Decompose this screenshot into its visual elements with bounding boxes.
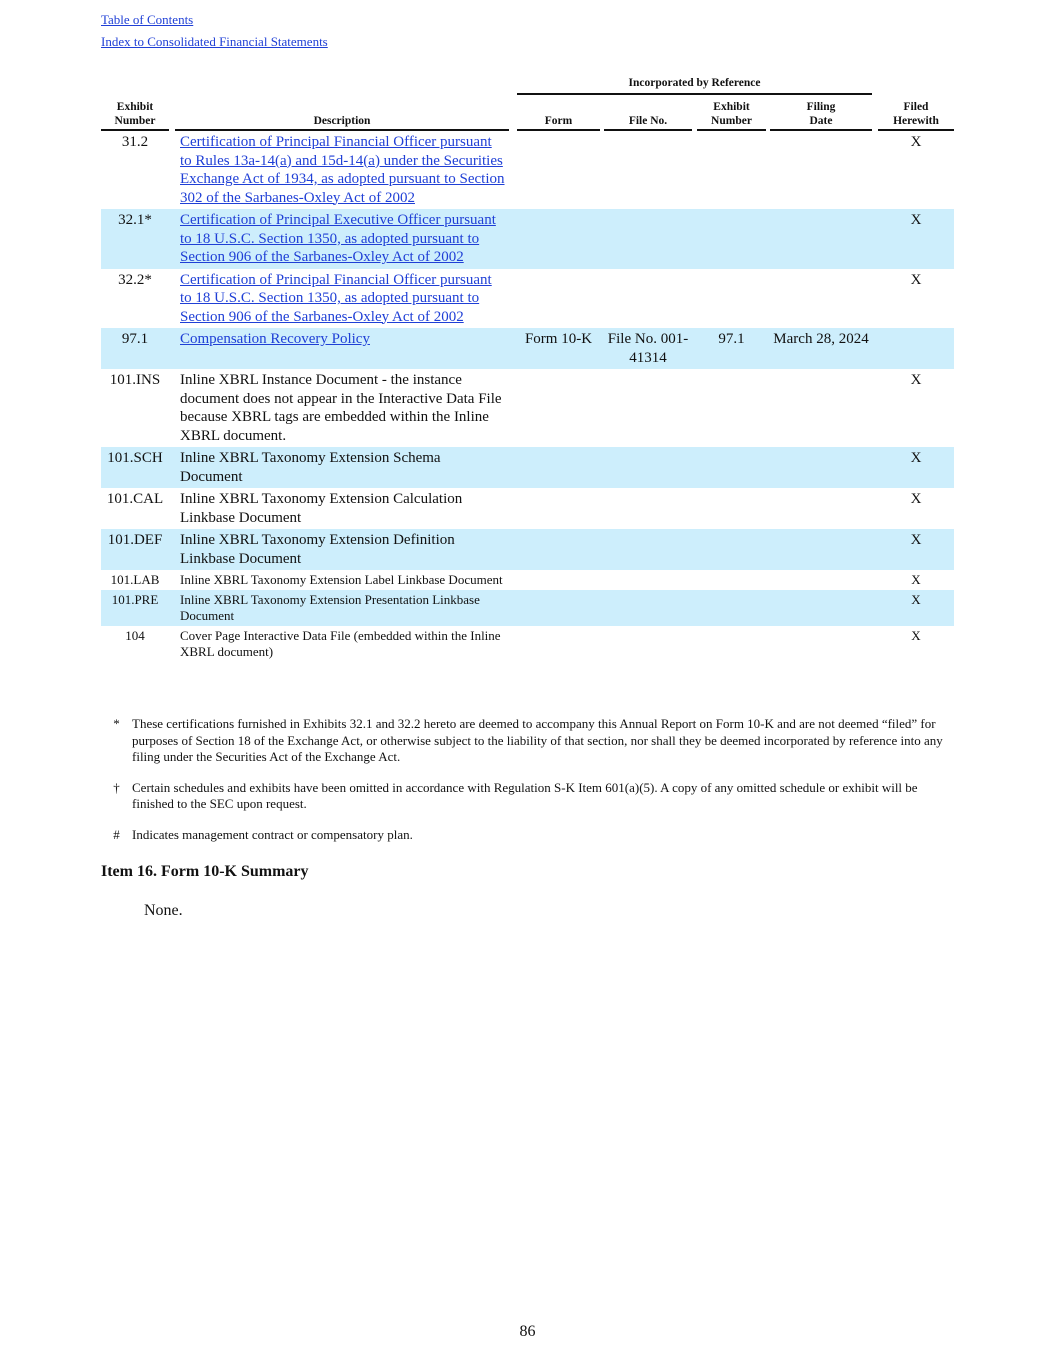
form-cell: Form 10-K [517,328,600,369]
exhibit-ref-cell [697,269,766,329]
index-financial-statements-link[interactable]: Index to Consolidated Financial Statements [101,34,328,49]
form-cell [517,269,600,329]
footnote [101,827,954,844]
exhibit-number: 101.SCH [101,447,169,488]
exhibit-description: Cover Page Interactive Data File (embedded within the Inline XBRL document) [180,628,501,659]
filing-date-cell [770,131,872,209]
file-no-cell [604,626,692,662]
exhibit-number: 104 [125,628,145,643]
form-cell [517,529,600,570]
filed-herewith-cell: X [910,134,922,150]
exhibit-table [101,76,954,662]
table-row [101,369,954,447]
table-row [101,209,954,269]
col-filing-date-line1: Filing [806,101,836,113]
group-header-row [101,76,954,95]
col-file-no: File No. [604,95,692,131]
exhibit-ref-cell [697,626,766,662]
filing-date-cell [770,529,872,570]
col-filed-herewith-line1: Filed [903,101,929,113]
filing-date-cell [770,488,872,529]
filing-date-cell [770,269,872,329]
form-cell [517,209,600,269]
exhibit-ref-cell [697,131,766,209]
exhibit-link[interactable]: Certification of Principal Financial Officer pursuant to 18 U.S.C. Section 1350, as adopted pursuant to Section 906 of the Sarbanes-Oxley Act of 2002 [180,271,492,325]
form-cell [517,369,600,447]
filing-date-cell [770,209,872,269]
top-links [101,9,328,53]
filing-date-cell [770,570,872,590]
exhibit-number: 101.PRE [101,590,169,626]
exhibit-ref-cell [697,570,766,590]
footnote-text: Indicates management contract or compensatory plan. [132,826,413,842]
page-number: 86 [519,1323,536,1340]
filed-herewith-cell: X [910,491,922,507]
item16-heading: Item 16. Form 10-K Summary [101,863,309,880]
footnotes [101,716,954,857]
exhibit-ref-cell [697,209,766,269]
filed-herewith-cell: X [910,271,922,288]
exhibit-number: 101.LAB [110,572,160,587]
exhibit-ref-cell: 97.1 [697,328,766,369]
file-no-cell [604,590,692,626]
file-no-cell [604,447,692,488]
exhibit-number: 32.2* [118,271,152,288]
exhibit-description: Inline XBRL Taxonomy Extension Definition Linkbase Document [175,529,509,570]
exhibit-ref-cell [697,590,766,626]
exhibit-ref-cell [697,488,766,529]
filed-herewith-cell: X [878,529,954,570]
form-cell [517,626,600,662]
col-exhibit-number-line2: Number [114,115,156,127]
exhibit-description: Inline XBRL Taxonomy Extension Presentation Linkbase Document [175,590,509,626]
exhibit-description [175,209,509,269]
exhibit-description [175,131,509,209]
exhibit-description: Inline XBRL Taxonomy Extension Schema Document [175,447,509,488]
filed-herewith-cell: X [911,572,921,587]
file-no-cell [604,570,692,590]
table-row [101,626,954,662]
table-row [101,488,954,529]
file-no-cell [604,369,692,447]
file-no-cell [604,131,692,209]
exhibit-table-container [101,76,954,662]
exhibit-number: 101.DEF [101,529,169,570]
exhibit-number: 97.1 [101,328,169,369]
exhibit-number: 31.2 [121,134,149,150]
exhibit-number: 101.CAL [106,491,164,507]
col-exhibit-number-ref-line1: Exhibit [713,101,750,113]
table-row [101,590,954,626]
filed-herewith-cell: X [878,447,954,488]
exhibit-number: 101.INS [109,372,161,388]
table-row [101,529,954,570]
filed-herewith-cell [878,328,954,369]
col-description: Description [175,95,509,131]
footnote [101,716,954,766]
form-cell [517,488,600,529]
col-filed-herewith [878,95,954,131]
exhibit-description [175,328,509,369]
col-exhibit-number-ref [697,95,766,131]
footnote [101,780,954,813]
col-filing-date-line2: Date [809,115,833,127]
incorporated-by-reference-header: Incorporated by Reference [517,76,872,95]
filing-date-cell [770,626,872,662]
filing-date-cell: March 28, 2024 [770,328,872,369]
footnote-symbol: # [113,826,120,842]
file-no-cell [604,269,692,329]
exhibit-link[interactable]: Certification of Principal Financial Officer pursuant to Rules 13a-14(a) and 15d-14(a) under the Securities Exchange Act of 1934, as adopted pursuant to Section 302 of the Sarbanes-Oxley Act of 2002 [180,134,505,206]
exhibit-description: Inline XBRL Taxonomy Extension Calculation Linkbase Document [180,491,463,526]
form-cell [517,131,600,209]
col-form: Form [517,95,600,131]
filing-date-cell [770,590,872,626]
exhibit-ref-cell [697,447,766,488]
exhibit-description: Inline XBRL Taxonomy Extension Label Linkbase Document [180,572,503,587]
filed-herewith-cell: X [911,628,921,643]
column-header-row [101,95,954,131]
item16-body: None. [144,902,183,919]
exhibit-description: Inline XBRL Instance Document - the instance document does not appear in the Interactive Data File because XBRL tags are embedded within the Inline XBRL document. [180,372,502,444]
file-no-cell [604,529,692,570]
exhibit-description [175,269,509,329]
filed-herewith-cell: X [878,590,954,626]
exhibit-ref-cell [697,369,766,447]
col-filed-herewith-line2: Herewith [893,115,939,127]
exhibit-ref-cell [697,529,766,570]
filing-date-cell [770,369,872,447]
footnote-text: These certifications furnished in Exhibits 32.1 and 32.2 hereto are deemed to accompany this Annual Report on Form 10-K and are not deemed “filed” for purposes of Section 18 of the Exchange Act, or otherwise subject to the liability of that section, nor shall they be deemed incorporated by reference into any filing under the Securities Act of the Exchange Act. [132,716,943,764]
form-cell [517,590,600,626]
col-exhibit-number-line1: Exhibit [116,101,154,113]
file-no-cell: File No. 001-41314 [604,328,692,369]
table-row [101,570,954,590]
filed-herewith-cell: X [878,209,954,269]
filed-herewith-cell: X [910,372,922,388]
table-row [101,131,954,209]
exhibit-link[interactable]: Compensation Recovery Policy [180,331,370,347]
footnote-symbol: * [113,716,120,731]
file-no-cell [604,488,692,529]
col-exhibit-number-ref-line2: Number [711,115,752,127]
table-row [101,328,954,369]
form-cell [517,570,600,590]
table-row [101,269,954,329]
footnote-text: Certain schedules and exhibits have been omitted in accordance with Regulation S-K Item 601(a)(5). A copy of any omitted schedule or exhibit will be finished to the SEC upon request. [132,779,918,811]
col-exhibit-number [101,95,169,131]
exhibit-number: 32.1* [101,209,169,269]
exhibit-link[interactable]: Certification of Principal Executive Officer pursuant to 18 U.S.C. Section 1350, as adopted pursuant to Section 906 of the Sarbanes-Oxley Act of 2002 [180,212,496,265]
file-no-cell [604,209,692,269]
filing-date-cell [770,447,872,488]
table-row [101,447,954,488]
footnote-symbol: † [113,779,120,795]
form-cell [517,447,600,488]
table-of-contents-link[interactable]: Table of Contents [101,12,194,27]
col-filing-date [770,95,872,131]
